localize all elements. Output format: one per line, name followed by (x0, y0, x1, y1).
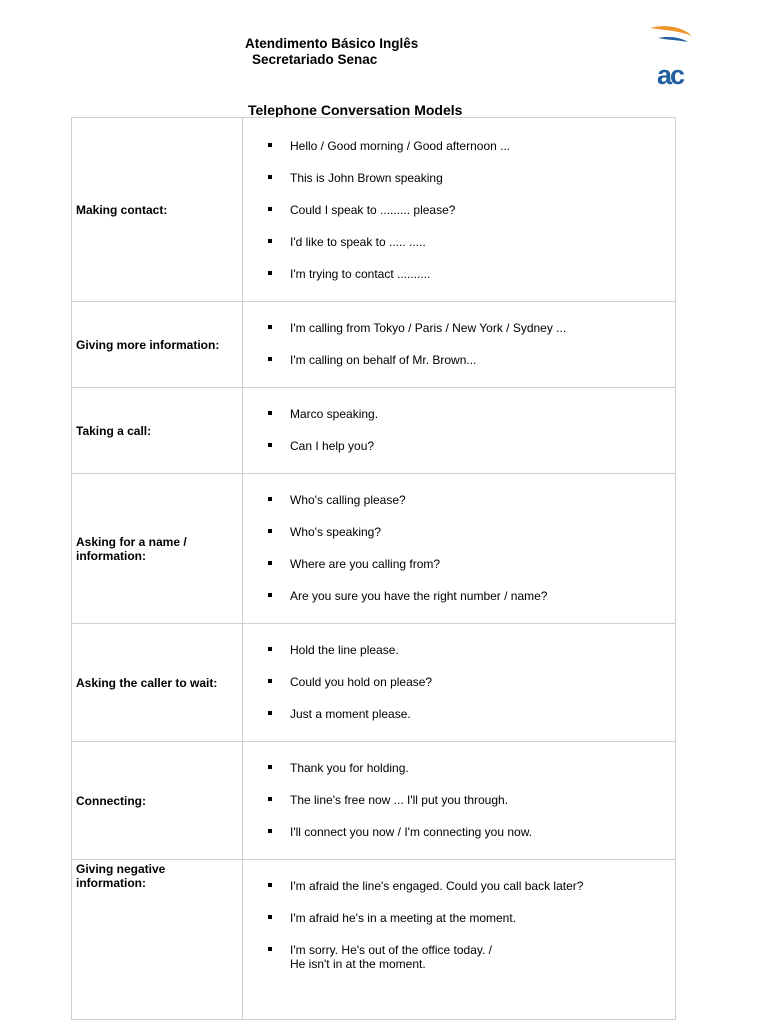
list-item: Hello / Good morning / Good afternoon ... (243, 139, 675, 153)
bullet-icon (268, 207, 272, 211)
bullet-icon (268, 357, 272, 361)
list-item: I'm trying to contact .......... (243, 267, 675, 281)
list-item: I'm sorry. He's out of the office today. / He isn't in at the moment. (243, 943, 675, 971)
bullet-icon (268, 411, 272, 415)
list-item: Where are you calling from? (243, 557, 675, 571)
list-item: Just a moment please. (243, 707, 675, 721)
bullet-icon (268, 883, 272, 887)
bullet-icon (268, 497, 272, 501)
list-item: This is John Brown speaking (243, 171, 675, 185)
bullet-icon (268, 561, 272, 565)
row-items (243, 388, 676, 474)
logo-swoosh-blue (658, 37, 688, 42)
table-row (72, 388, 676, 474)
row-items (243, 860, 676, 1020)
bullet-icon (268, 529, 272, 533)
bullet-icon (268, 679, 272, 683)
list-item: The line's free now ... I'll put you through. (243, 793, 675, 807)
bullet-icon (268, 647, 272, 651)
list-item: Who's calling please? (243, 493, 675, 507)
list-item: Thank you for holding. (243, 761, 675, 775)
table-row (72, 860, 676, 1020)
list-item: Could you hold on please? (243, 675, 675, 689)
row-items (243, 474, 676, 624)
list-item: I'm calling on behalf of Mr. Brown... (243, 353, 675, 367)
bullet-icon (268, 765, 272, 769)
row-label: Taking a call: (72, 388, 243, 474)
list-item: I'm afraid the line's engaged. Could you call back later? (243, 879, 675, 893)
bullet-icon (268, 797, 272, 801)
list-item: I'd like to speak to ..... ..... (243, 235, 675, 249)
row-items (243, 742, 676, 860)
bullet-icon (268, 829, 272, 833)
list-item: Who's speaking? (243, 525, 675, 539)
list-item: Are you sure you have the right number / name? (243, 589, 675, 603)
table-row (72, 302, 676, 388)
row-label: Giving negative information: (72, 860, 243, 1020)
table-row (72, 624, 676, 742)
row-label: Connecting: (72, 742, 243, 860)
list-item: I'm afraid he's in a meeting at the moment. (243, 911, 675, 925)
bullet-icon (268, 593, 272, 597)
row-items (243, 624, 676, 742)
bullet-icon (268, 711, 272, 715)
table-title: Telephone Conversation Models (248, 102, 463, 118)
conversation-models-table (71, 117, 676, 1020)
bullet-icon (268, 325, 272, 329)
senac-logo (648, 24, 698, 90)
bullet-icon (268, 443, 272, 447)
list-item: I'm calling from Tokyo / Paris / New York / Sydney ... (243, 321, 675, 335)
list-item: I'll connect you now / I'm connecting you now. (243, 825, 675, 839)
list-item: Can I help you? (243, 439, 675, 453)
bullet-icon (268, 239, 272, 243)
list-item: Hold the line please. (243, 643, 675, 657)
logo-text: ac (657, 60, 684, 90)
bullet-icon (268, 175, 272, 179)
row-items (243, 118, 676, 302)
bullet-icon (268, 271, 272, 275)
row-label: Asking the caller to wait: (72, 624, 243, 742)
list-item: Marco speaking. (243, 407, 675, 421)
table-row (72, 742, 676, 860)
bullet-icon (268, 947, 272, 951)
row-label: Giving more information: (72, 302, 243, 388)
header-subtitle: Secretariado Senac (252, 52, 378, 67)
table-row (72, 474, 676, 624)
row-items (243, 302, 676, 388)
table-row (72, 118, 676, 302)
bullet-icon (268, 143, 272, 147)
row-label: Asking for a name / information: (72, 474, 243, 624)
row-label: Making contact: (72, 118, 243, 302)
logo-swoosh-orange (650, 26, 692, 36)
bullet-icon (268, 915, 272, 919)
header-title: Atendimento Básico Inglês (245, 36, 419, 51)
list-item: Could I speak to ......... please? (243, 203, 675, 217)
